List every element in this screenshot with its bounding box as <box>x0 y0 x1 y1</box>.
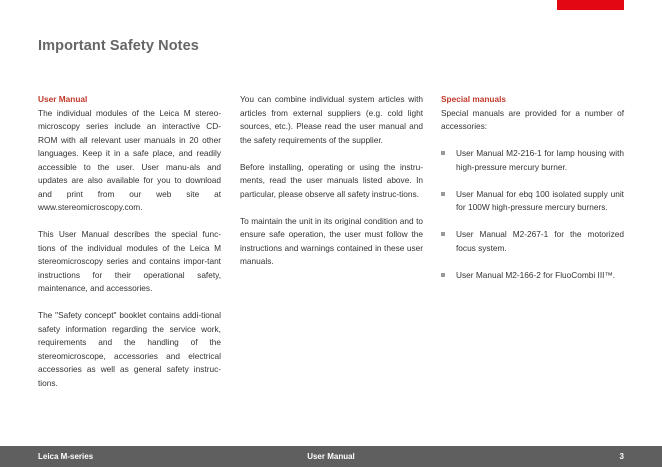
paragraph: You can combine individual system articles with articles from external suppliers (e.g. cold light sources, etc.). Please read the user manual and the safety requirements of the supplier. <box>240 94 423 145</box>
list-item <box>441 188 624 215</box>
list-item <box>441 269 624 283</box>
page-title: Important Safety Notes <box>38 38 199 54</box>
footer-document-name: User Manual <box>307 452 355 461</box>
accent-bar <box>557 0 624 10</box>
list-item-text: User Manual M2-166-2 for FluoCombi III™. <box>456 269 616 280</box>
paragraph: To maintain the unit in its original condition and to ensure safe operation, the user must follow the instructions and warnings contained in these user manuals. <box>240 215 423 266</box>
paragraph: This User Manual describes the special func-tions of the individual modules of the Leica M stereomicroscopy series and contains impor-tant instructions for their operational safety, maintenance, and accessories. <box>38 229 221 293</box>
special-manuals-list <box>441 147 624 282</box>
paragraph: Special manuals are provided for a number of accessories: <box>441 107 624 131</box>
page-number: 3 <box>619 452 624 461</box>
list-item-text: User Manual M2-216-1 for lamp housing with high-pressure mercury burner. <box>456 148 624 172</box>
section-heading-special-manuals: Special manuals <box>441 94 507 104</box>
list-item <box>441 147 624 174</box>
column-special-manuals <box>441 93 624 296</box>
square-bullet-icon <box>441 232 445 236</box>
paragraph: The "Safety concept" booklet contains addi-tional safety information regarding the service work, requirements and the handling of the stereomicroscope, accessories and electrical accessories as well as general safety instruc-tions. <box>38 310 221 388</box>
list-item-text: User Manual M2-267-1 for the motorized focus system. <box>456 229 624 253</box>
column-user-manual <box>38 93 221 404</box>
column-combination-notes <box>240 93 423 282</box>
square-bullet-icon <box>441 151 445 155</box>
square-bullet-icon <box>441 192 445 196</box>
footer-series-name: Leica M-series <box>38 452 94 461</box>
paragraph: Before installing, operating or using the instru-ments, read the user manuals listed above. In particular, please observe all safety instruc-tions. <box>240 161 423 199</box>
section-heading-user-manual: User Manual <box>38 94 88 104</box>
list-item-text: User Manual for ebq 100 isolated supply unit for 100W high-pressure mercury burners. <box>456 188 624 212</box>
list-item <box>441 228 624 255</box>
page-footer <box>0 446 662 467</box>
square-bullet-icon <box>441 273 445 277</box>
paragraph: The individual modules of the Leica M stereo-microscopy series include an interactive CD-ROM with all relevant user manuals in 20 other languages. Keep it in a safe place, and readily accessible to the user. User manu-als and updates are also available for you to download and print from our web site at www.stereomicroscopy.com. <box>38 107 221 212</box>
